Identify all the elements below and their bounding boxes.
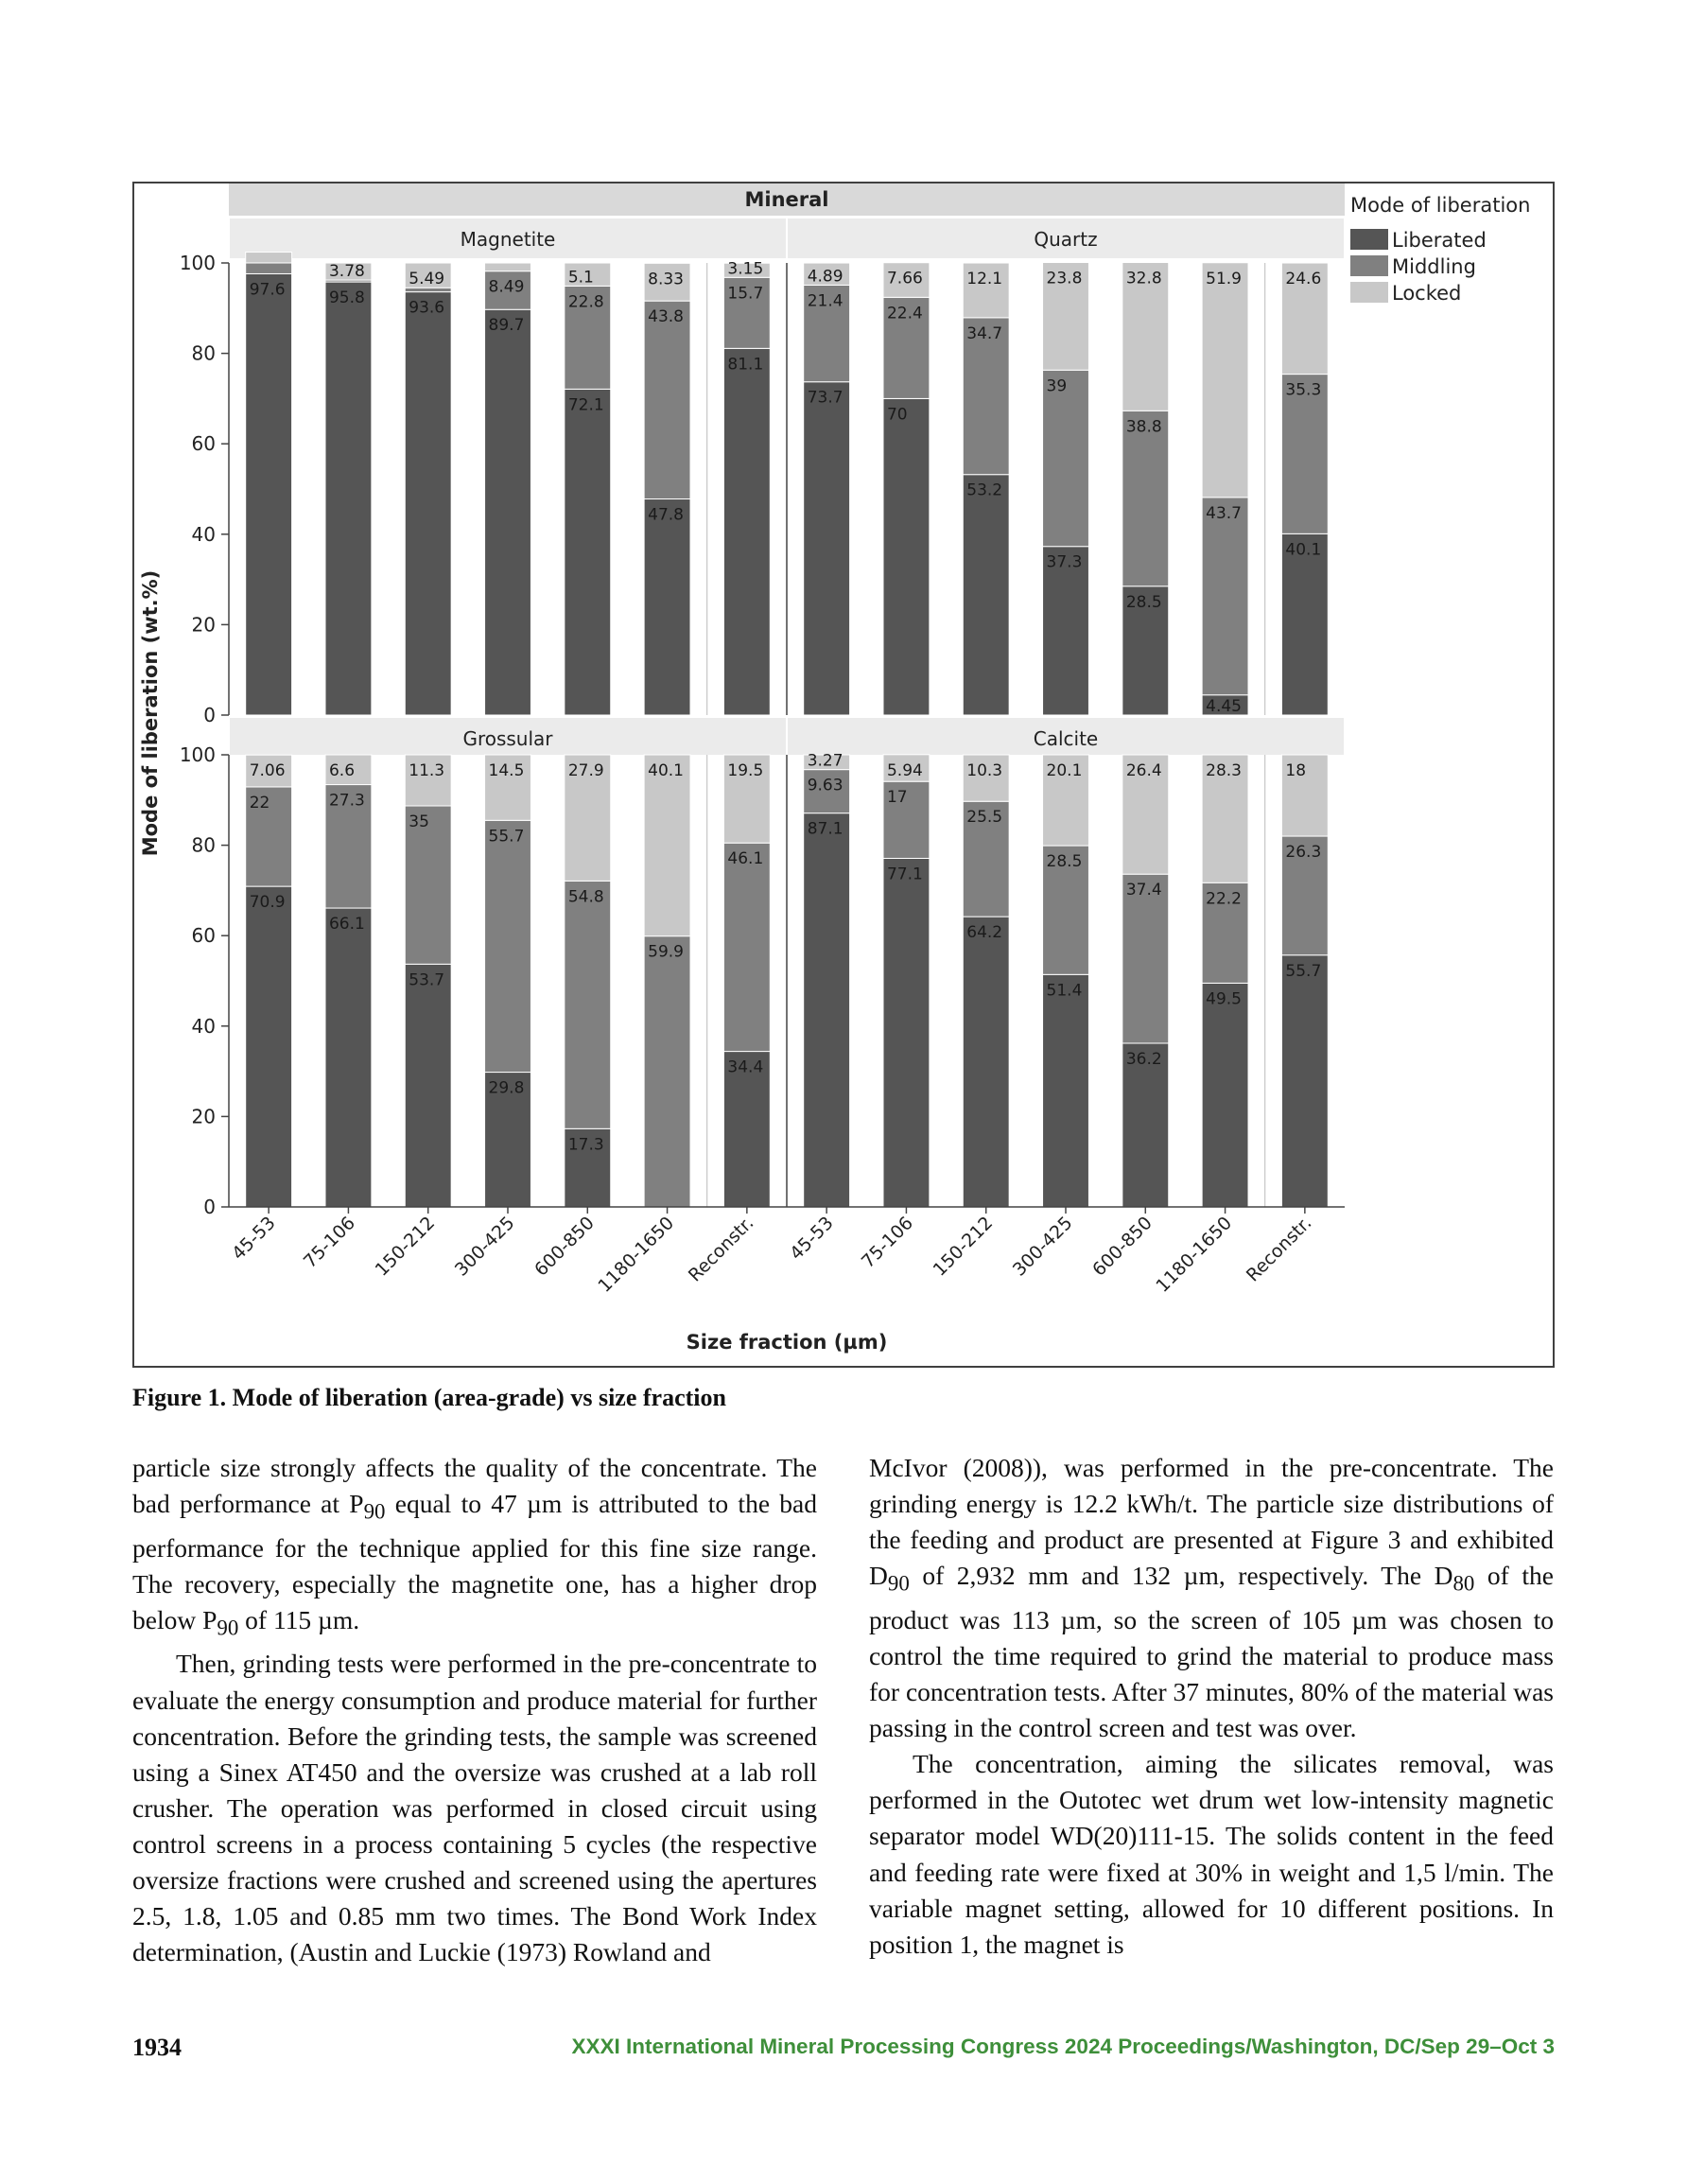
bar-segment-liberated	[804, 382, 850, 715]
data-label: 55.7	[1285, 961, 1322, 981]
data-label: 46.1	[727, 849, 764, 869]
data-label: 34.4	[727, 1057, 764, 1077]
data-label: 43.8	[648, 307, 684, 327]
data-label: 72.1	[567, 395, 604, 415]
data-label: 10.3	[966, 761, 1003, 780]
bar-segment-liberated	[1281, 955, 1328, 1207]
data-label: 6.6	[328, 761, 356, 780]
bar-segment-liberated	[804, 813, 850, 1207]
bar-segment-locked	[246, 253, 292, 263]
bar-segment-middling	[1043, 370, 1089, 546]
data-label: 12.1	[966, 270, 1003, 288]
bar-segment-liberated	[883, 398, 930, 715]
data-label: 95.8	[328, 288, 365, 308]
data-label: 24.6	[1285, 270, 1322, 288]
data-label: 5.94	[886, 760, 923, 780]
x-tick-label: 300-425	[450, 1212, 519, 1281]
page-number: 1934	[132, 2034, 182, 2061]
data-label: 37.3	[1046, 552, 1083, 572]
x-tick-label: Reconstr.	[684, 1212, 758, 1286]
y-tick-label: 60	[191, 924, 216, 948]
x-tick-label: 1180-1650	[594, 1212, 679, 1297]
x-tick-label: 300-425	[1008, 1212, 1077, 1281]
bar-segment-liberated	[405, 964, 451, 1207]
data-label: 35.3	[1285, 380, 1322, 400]
figure-caption: Figure 1. Mode of liberation (area-grade) vs size fraction	[132, 1384, 726, 1411]
bar-segment-liberated	[723, 348, 770, 715]
y-tick-label: 100	[179, 743, 216, 766]
data-label: 27.3	[328, 791, 365, 811]
data-label: 19.5	[727, 761, 764, 780]
data-label: 54.8	[567, 887, 604, 907]
y-tick-label: 60	[191, 432, 216, 456]
x-axis-label: Size fraction (µm)	[686, 1331, 888, 1354]
bar-segment-middling	[565, 881, 611, 1128]
data-label: 27.9	[567, 761, 604, 780]
bar-segment-liberated	[1202, 983, 1248, 1207]
y-tick-label: 20	[191, 1105, 216, 1128]
legend-label: Middling	[1392, 255, 1476, 278]
data-label: 43.7	[1206, 503, 1242, 523]
data-label: 18	[1285, 761, 1307, 780]
legend-swatch-liberated	[1350, 229, 1388, 250]
data-label: 37.4	[1125, 881, 1162, 900]
bar-segment-liberated	[246, 273, 292, 715]
x-tick-label: 150-212	[371, 1212, 440, 1281]
bar-segment-middling	[1202, 498, 1248, 695]
figure	[132, 182, 1555, 1368]
y-tick-label: 20	[191, 613, 216, 637]
data-label: 97.6	[249, 280, 286, 300]
legend-swatch-middling	[1350, 255, 1388, 276]
data-label: 7.66	[886, 269, 923, 288]
data-label: 66.1	[328, 915, 365, 935]
data-label: 64.2	[966, 923, 1003, 943]
data-label: 22	[249, 793, 270, 812]
data-label: 73.7	[807, 388, 844, 408]
x-tick-label: 600-850	[530, 1212, 599, 1281]
data-label: 28.5	[1125, 592, 1162, 612]
data-label: 3.78	[328, 262, 365, 282]
data-label: 28.3	[1206, 761, 1242, 780]
bar-segment-liberated	[963, 917, 1009, 1207]
data-label: 59.9	[648, 942, 684, 962]
data-label: 17	[886, 788, 908, 808]
panel-title: Magnetite	[460, 228, 556, 251]
paragraph: particle size strongly affects the quality of the concentrate. The bad performance at $P_{90}$ equal to 47 µm is attributed to the bad performance for the technique applied for this fine size range. The recovery, especially the magnetite one, has a higher drop below $P_{90}$ of 115 µm.	[132, 1453, 817, 1640]
panel-title: Grossular	[462, 727, 553, 750]
data-label: 8.49	[488, 277, 525, 297]
data-label: 15.7	[727, 284, 764, 304]
data-label: 20.1	[1046, 761, 1083, 780]
bar-segment-locked	[485, 263, 531, 271]
data-label: 17.3	[567, 1135, 604, 1155]
data-label: 26.4	[1125, 761, 1162, 780]
bar-segment-middling	[246, 263, 292, 273]
y-tick-label: 0	[203, 1196, 216, 1218]
data-label: 51.9	[1206, 269, 1242, 288]
bar-segment-liberated	[325, 908, 372, 1207]
bar-segment-middling	[644, 936, 690, 1207]
bar-segment-liberated	[1281, 533, 1328, 715]
data-label: 25.5	[966, 808, 1003, 828]
bar-segment-middling	[1122, 411, 1169, 585]
x-tick-label: 75-106	[857, 1212, 917, 1273]
y-tick-label: 80	[191, 833, 216, 857]
data-label: 3.27	[807, 751, 844, 771]
bar-segment-middling	[723, 843, 770, 1051]
data-label: 55.7	[488, 827, 525, 847]
y-tick-label: 40	[191, 522, 216, 546]
body-left-column	[132, 1450, 817, 1970]
x-tick-label: 45-53	[786, 1212, 838, 1265]
bar-segment-liberated	[246, 886, 292, 1207]
bar-segment-liberated	[485, 309, 531, 715]
chart-title: Mineral	[744, 188, 829, 211]
data-label: 14.5	[488, 761, 525, 780]
data-label: 49.5	[1206, 989, 1242, 1009]
data-label: 28.5	[1046, 852, 1083, 872]
paragraph: Then, grinding tests were performed in the pre-concentrate to evaluate the energy consumption and produce material for further concentration. Before the grinding tests, the sample was screened using a Sinex AT450 and the oversize was crushed at a lab roll crusher. The operation was performed in closed circuit using control screens in a process containing 5 cycles (the respective oversize fractions were crushed and screened using the apertures 2.5, 1.8, 1.05 and 0.85 mm two times. The Bond Work Index determination, (Austin and Luckie (1973) Rowland and	[132, 1649, 817, 1967]
data-label: 81.1	[727, 355, 764, 375]
x-tick-label: 150-212	[929, 1212, 998, 1281]
data-label: 38.8	[1125, 417, 1162, 437]
legend-swatch-locked	[1350, 282, 1388, 303]
x-tick-label: 1180-1650	[1152, 1212, 1237, 1297]
data-label: 70	[886, 405, 908, 425]
data-label: 29.8	[488, 1078, 525, 1098]
data-label: 26.3	[1285, 843, 1322, 863]
bar-segment-liberated	[644, 499, 690, 715]
y-tick-label: 100	[179, 252, 216, 274]
data-label: 47.8	[648, 505, 684, 525]
data-label: 22.4	[886, 304, 923, 323]
legend-label: Liberated	[1392, 229, 1487, 252]
data-label: 32.8	[1125, 269, 1162, 288]
y-axis-label: Mode of liberation (wt.%)	[139, 569, 162, 857]
y-tick-label: 0	[203, 704, 216, 726]
panel-title: Calcite	[1033, 727, 1099, 750]
data-label: 34.7	[966, 323, 1003, 343]
data-label: 93.6	[409, 298, 445, 318]
data-label: 8.33	[648, 270, 684, 289]
data-label: 4.45	[1206, 697, 1242, 716]
legend-label: Locked	[1392, 282, 1462, 305]
data-label: 40.1	[1285, 540, 1322, 560]
data-label: 3.15	[727, 259, 764, 279]
bar-segment-middling	[644, 301, 690, 498]
data-label: 5.49	[409, 270, 445, 288]
bar-segment-liberated	[405, 292, 451, 715]
data-label: 22.2	[1206, 889, 1242, 909]
data-label: 51.4	[1046, 981, 1083, 1001]
y-tick-label: 40	[191, 1014, 216, 1038]
data-label: 35	[409, 812, 429, 832]
paragraph: McIvor (2008)), was performed in the pre-concentrate. The grinding energy is 12.2 kWh/t. The particle size distributions of the feeding and product are presented at Figure 3 and exhibited $D_{90}$ of 2,932 mm and 132 µm, respectively. The $D_{80}$ of the product was 113 µm, so the screen of 105 µm was chosen to control the time required to grind the material to produce mass for concentration tests. After 37 minutes, 80% of the material was passing in the control screen and test was over.	[869, 1453, 1554, 1743]
data-label: 36.2	[1125, 1049, 1162, 1069]
legend-title: Mode of liberation	[1350, 194, 1531, 217]
data-label: 4.89	[807, 267, 844, 287]
body-right-column	[869, 1450, 1554, 1963]
data-label: 22.8	[567, 292, 604, 312]
bar-segment-middling	[485, 820, 531, 1072]
data-label: 40.1	[648, 761, 684, 780]
bar-segment-liberated	[325, 282, 372, 715]
bar-segment-liberated	[1043, 974, 1089, 1207]
data-label: 21.4	[807, 291, 844, 311]
data-label: 23.8	[1046, 269, 1083, 288]
bar-segment-liberated	[963, 475, 1009, 715]
x-tick-label: Reconstr.	[1242, 1212, 1316, 1286]
x-tick-label: 600-850	[1088, 1212, 1157, 1281]
data-label: 89.7	[488, 316, 525, 336]
bar-segment-locked	[1202, 263, 1248, 498]
bar-segment-locked	[644, 755, 690, 936]
panel-title: Quartz	[1034, 228, 1098, 251]
data-label: 53.7	[409, 970, 445, 990]
data-label: 87.1	[807, 819, 844, 839]
x-tick-label: 75-106	[299, 1212, 359, 1273]
paragraph: The concentration, aiming the silicates removal, was performed in the Outotec wet drum wet low-intensity magnetic separator model WD(20)111-15. The solids content in the feed and feeding rate were fixed at 30% in weight and 1,5 l/min. The variable magnet setting, allowed for 10 different positions. In position 1, the magnet is	[869, 1749, 1554, 1959]
data-label: 70.9	[249, 893, 286, 913]
liberation-chart	[134, 183, 1553, 1366]
data-label: 53.2	[966, 480, 1003, 500]
bar-segment-liberated	[565, 389, 611, 715]
data-label: 5.1	[567, 268, 594, 288]
y-tick-label: 80	[191, 341, 216, 365]
data-label: 9.63	[807, 776, 844, 795]
bar-segment-liberated	[883, 858, 930, 1207]
x-tick-label: 45-53	[228, 1212, 280, 1265]
data-label: 7.06	[249, 761, 286, 781]
data-label: 77.1	[886, 865, 923, 884]
data-label: 11.3	[409, 761, 445, 780]
data-label: 39	[1046, 376, 1068, 396]
conference-footer: XXXI International Mineral Processing Congress 2024 Proceedings/Washington, DC/Sep 29–Oct 3	[571, 2035, 1555, 2058]
